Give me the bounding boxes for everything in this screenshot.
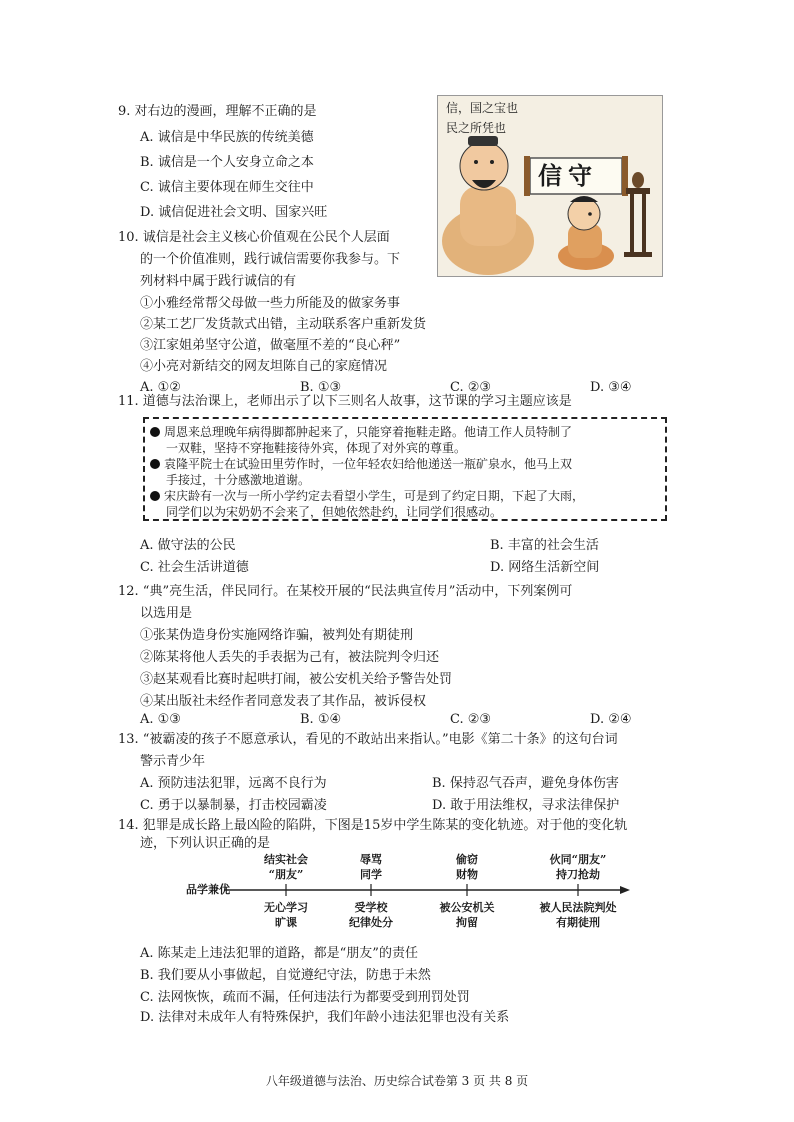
timeline-below-1: 无心学习 旷课 (264, 901, 308, 929)
q11-option-c: C. 社会生活讲道德 (140, 560, 249, 575)
q12-stem-2: 以选用是 (140, 606, 193, 621)
q11-story-1-line-1: 周恩来总理晚年病得脚都肿起来了，只能穿着拖鞋走路。他请工作人员特制了 (150, 424, 572, 440)
q14-option-a: A. 陈某走上违法犯罪的道路，都是“朋友”的责任 (140, 946, 418, 961)
page-footer: 八年级道德与法治、历史综合试卷第 3 页 共 8 页 (265, 1074, 529, 1088)
q12-item-1: ①张某伪造身份实施网络诈骗，被判处有期徒刑 (140, 628, 414, 643)
timeline-start-label: 品学兼优 (186, 883, 230, 896)
q10-option-c: C. ②③ (450, 380, 492, 395)
q14-stem-2: 迹，下列认识正确的是 (140, 836, 271, 851)
q9-stem: 9. 对右边的漫画，理解不正确的是 (118, 104, 317, 119)
timeline-above-4: 伙同“朋友” 持刀抢劫 (549, 853, 607, 881)
q10-option-a: A. ①② (140, 380, 181, 395)
q12-option-d: D. ②④ (590, 712, 632, 727)
q14-option-b: B. 我们要从小事做起，自觉遵纪守法，防患于未然 (140, 968, 431, 983)
q13-stem-2: 警示青少年 (140, 754, 206, 769)
q11-story-3-line-1: 宋庆龄有一次与一所小学约定去看望小学生，可是到了约定日期，下起了大雨， (150, 488, 584, 504)
q13-option-c: C. 勇于以暴制暴，打击校园霸凌 (140, 798, 327, 813)
timeline-below-4: 被人民法院判处 有期徒刑 (539, 901, 617, 929)
comic-caption-2: 民之所凭也 (446, 121, 507, 135)
q12-option-a: A. ①③ (140, 712, 181, 727)
q13-stem-1: 13. “被霸凌的孩子不愿意承认，看见的不敢站出来指认。”电影《第二十条》的这句台词 (118, 732, 618, 747)
q10-item-3: ③江家姐弟坚守公道，做毫厘不差的“良心秤” (140, 338, 401, 353)
timeline-above-3: 偷窃 财物 (456, 853, 478, 881)
q12-item-4: ④某出版社未经作者同意发表了其作品，被诉侵权 (140, 694, 427, 709)
q9-option-c: C. 诚信主要体现在师生交往中 (140, 180, 314, 195)
q11-story-2-line-2: 手接过，十分感激地道谢。 (166, 473, 311, 487)
timeline-above-2: 辱骂 同学 (360, 853, 382, 881)
q10-stem-3: 列材料中属于践行诚信的有 (140, 274, 297, 289)
q10-option-b: B. ①③ (300, 380, 342, 395)
q11-story-1-line-2: 一双鞋，坚持不穿拖鞋接待外宾，体现了对外宾的尊重。 (166, 441, 467, 455)
q12-item-2: ②陈某将他人丢失的手表据为己有，被法院判令归还 (140, 650, 440, 665)
q14-option-c: C. 法网恢恢，疏而不漏，任何违法行为都要受到刑罚处罚 (140, 990, 470, 1005)
timeline-below-3: 被公安机关 拘留 (439, 901, 495, 929)
timeline-below-2: 受学校 纪律处分 (349, 901, 393, 929)
q13-option-d: D. 敢于用法维权，寻求法律保护 (432, 798, 620, 813)
q11-stem: 11. 道德与法治课上，老师出示了以下三则名人故事，这节课的学习主题应该是 (118, 394, 572, 409)
q10-item-1: ①小雅经常帮父母做一些力所能及的做家务事 (140, 296, 401, 311)
q11-story-3-line-2: 同学们以为宋奶奶不会来了，但她依然赴约，让同学们很感动。 (166, 505, 503, 519)
q10-option-d: D. ③④ (590, 380, 632, 395)
q10-item-4: ④小亮对新结交的网友坦陈自己的家庭情况 (140, 359, 388, 374)
q13-option-b: B. 保持忍气吞声，避免身体伤害 (432, 776, 619, 791)
q12-stem-1: 12. “典”亮生活，伴民同行。在某校开展的“民法典宣传月”活动中，下列案例可 (118, 584, 573, 599)
comic-scroll-text: 信守 (538, 161, 598, 190)
q9-option-a: A. 诚信是中华民族的传统美德 (140, 130, 314, 145)
q12-option-c: C. ②③ (450, 712, 492, 727)
q14-option-d: D. 法律对未成年人有特殊保护，我们年龄小违法犯罪也没有关系 (140, 1010, 510, 1025)
q12-item-3: ③赵某观看比赛时起哄打闹，被公安机关给予警告处罚 (140, 672, 453, 687)
q12-option-b: B. ①④ (300, 712, 342, 727)
q10-stem-2: 的一个价值准则，践行诚信需要你我参与。下 (140, 252, 401, 267)
q10-stem-1: 10. 诚信是社会主义核心价值观在公民个人层面 (118, 230, 390, 245)
q14-stem-1: 14. 犯罪是成长路上最凶险的陷阱，下图是15岁中学生陈某的变化轨迹。对于他的变化轨 (118, 818, 628, 833)
comic-caption-1: 信，国之宝也 (446, 101, 519, 115)
q11-option-a: A. 做守法的公民 (140, 538, 236, 553)
q10-item-2: ②某工艺厂发货款式出错，主动联系客户重新发货 (140, 317, 427, 332)
timeline-above-1: 结实社会 “朋友” (264, 853, 308, 881)
q9-option-d: D. 诚信促进社会文明、国家兴旺 (140, 205, 328, 220)
q11-option-b: B. 丰富的社会生活 (490, 538, 599, 553)
q11-option-d: D. 网络生活新空间 (490, 560, 600, 575)
q13-option-a: A. 预防违法犯罪，远离不良行为 (140, 776, 327, 791)
q11-story-2-line-1: 袁隆平院士在试验田里劳作时，一位年轻农妇给他递送一瓶矿泉水，他马上双 (150, 456, 572, 472)
q9-option-b: B. 诚信是一个人安身立命之本 (140, 155, 314, 170)
